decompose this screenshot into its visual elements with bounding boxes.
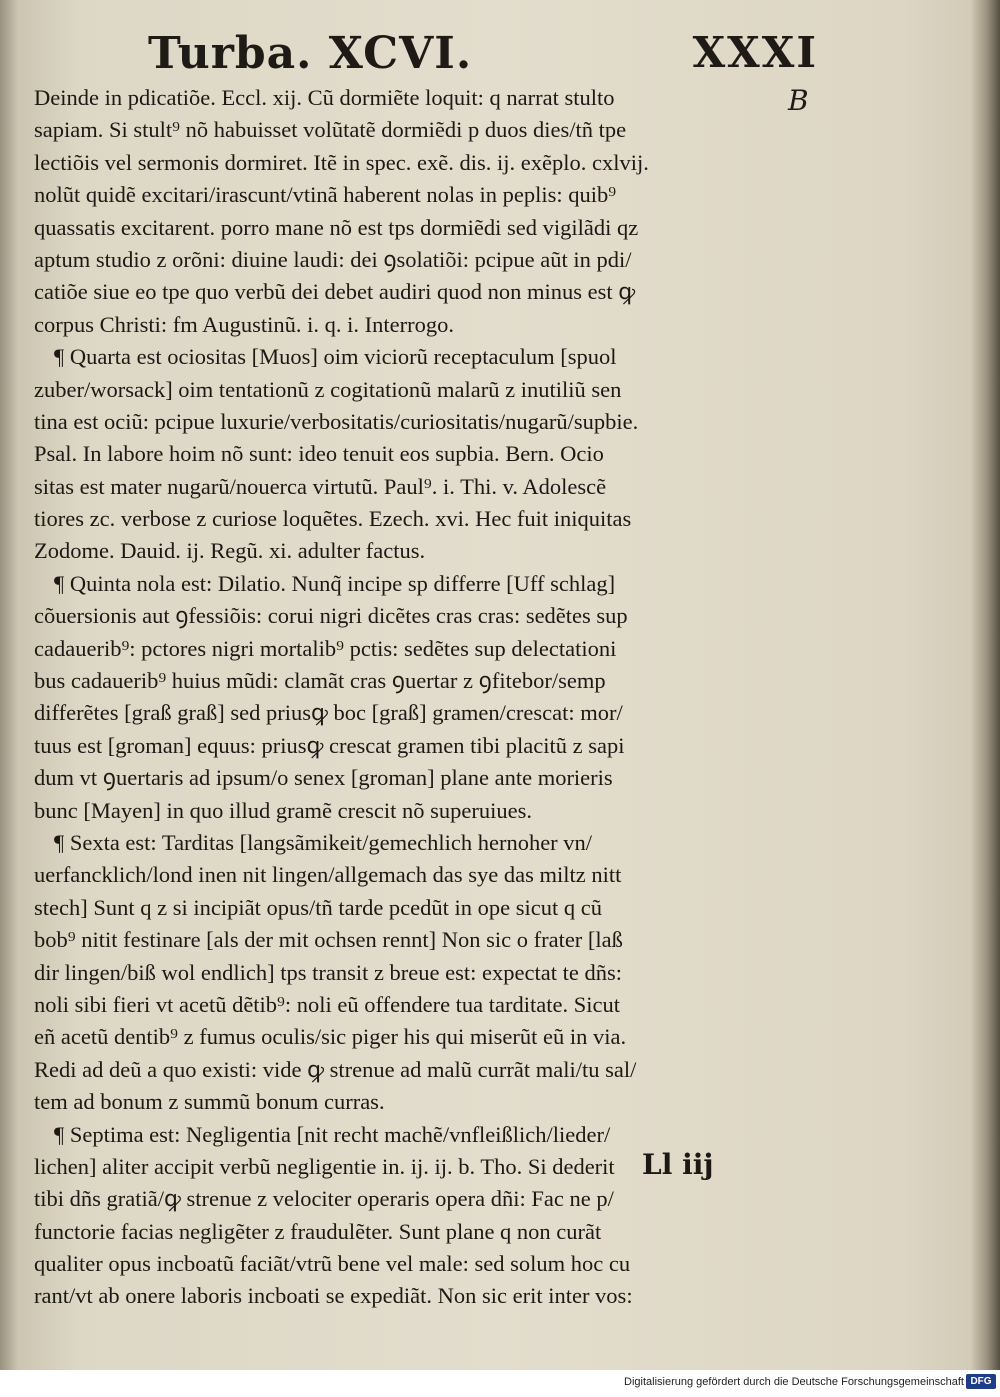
- text-line: ¶ Sexta est: Tarditas [langsãmikeit/gemechlich hernoher vn/: [54, 829, 593, 855]
- text-line: tiores zc. verbose z curiose loquẽtes. Ezech. xvi. Hec fuit iniquitas: [34, 506, 632, 532]
- folio-number: XXXI: [692, 28, 818, 77]
- text-line: ¶ Septima est: Negligentia [nit recht machẽ/vnfleißlich/lieder/: [54, 1121, 611, 1147]
- footer-credit: Digitalisierung gefördert durch die Deutsche Forschungsgemeinschaft: [624, 1376, 964, 1388]
- text-line: Zodome. Dauid. ij. Regũ. xi. adulter factus.: [34, 538, 426, 564]
- running-head: [148, 28, 818, 88]
- text-line: lichen] aliter accipit verbũ negligentie in. ij. ij. b. Tho. Si dederit: [34, 1153, 615, 1179]
- text-line: uerfancklich/lond inen nit lingen/allgemach das sye das miltz nitt: [34, 862, 622, 888]
- text-line: ¶ Quinta nola est: Dilatio. Nunq̃ incipe sp differre [Uff schlag]: [54, 570, 616, 596]
- text-line: nolũt quidẽ excitari/irascunt/vtinã haberent nolas in peplis: quib⁹: [34, 182, 617, 208]
- text-line: corpus Christi: fm Augustinũ. i. q. i. Interrogo.: [34, 311, 454, 337]
- text-line: bus cadauerib⁹ huius mũdi: clamãt cras ꝯuertar z ꝯfitebor/semp: [34, 668, 606, 694]
- text-line: tina est ociũ: pcipue luxurie/verbositatis/curiositatis/nugarũ/supbie.: [34, 408, 639, 434]
- text-line: Redi ad deũ a quo existi: vide ꝙ strenue ad malũ currãt mali/tu sal/: [34, 1056, 637, 1082]
- text-line: eñ acetũ dentib⁹ z fumus oculis/sic piger his qui miserũt eũ in via.: [34, 1024, 627, 1050]
- text-line: rant/vt ab onere laboris incboati se expediãt. Non sic erit inter vos:: [34, 1283, 633, 1309]
- text-line: aptum studio z orõni: diuine laudi: dei ꝯsolatiõi: pcipue aũt in pdi/: [34, 246, 632, 272]
- text-line: lectiõis vel sermonis dormiret. Itẽ in spec. exẽ. dis. ij. exẽplo. cxlvij.: [34, 149, 649, 175]
- signature-mark: Ll iij: [642, 1148, 714, 1181]
- text-line: bunc [Mayen] in quo illud gramẽ crescit nõ superuiues.: [34, 797, 532, 823]
- text-line: cadauerib⁹: pctores nigri mortalib⁹ pctis: sedẽtes sup delectationi: [34, 635, 617, 661]
- text-line: stech] Sunt q z si incipiãt opus/tñ tarde pcedũt in ope sicut q cũ: [34, 894, 603, 920]
- body-text: [34, 82, 774, 1313]
- text-line: quassatis excitarent. porro mane nõ est tps dormiẽdi sed vigilãdi qz: [34, 214, 639, 240]
- dfg-logo: DFG: [966, 1374, 996, 1389]
- text-line: ¶ Quarta est ociositas [Muos] oim viciorũ receptaculum [spuol: [54, 344, 617, 370]
- text-line: sitas est mater nugarũ/nouerca virtutũ. Paul⁹. i. Thi. v. Adolescẽ: [34, 473, 607, 499]
- book-page: [18, 0, 980, 1370]
- text-line: tibi dñs gratiã/ꝙ strenue z velociter operaris opera dñi: Fac ne p/: [34, 1186, 614, 1212]
- text-line: Psal. In labore hoim nõ sunt: ideo tenuit eos supbia. Bern. Ocio: [34, 441, 604, 467]
- text-line: dum vt ꝯuertaris ad ipsum/o senex [groman] plane ante morieris: [34, 765, 613, 791]
- text-line: qualiter opus incboatũ faciãt/vtrũ bene vel male: sed solum hoc cu: [34, 1251, 631, 1277]
- text-line: tem ad bonum z summũ bonum curras.: [34, 1089, 385, 1115]
- text-line: zuber/worsack] oim tentationũ z cogitationũ malarũ z inutiliũ sen: [34, 376, 622, 402]
- text-line: noli sibi fieri vt acetũ dẽtib⁹: noli eũ offendere tua tarditate. Sicut: [34, 991, 620, 1017]
- running-head-title: Turba. XCVI.: [148, 28, 473, 79]
- text-line: Deinde in pdicatiõe. Eccl. xij. Cũ dormiẽte loquit: q narrat stulto: [34, 85, 615, 110]
- text-line: dir lingen/biß wol endlich] tps transit z breue est: expectat te dñs:: [34, 959, 622, 985]
- text-line: differẽtes [graß graß] sed priusꝙ boc [graß] gramen/crescat: mor/: [34, 700, 623, 726]
- text-line: tuus est [groman] equus: priusꝙ crescat gramen tibi placitũ z sapi: [34, 732, 625, 758]
- text-line: bob⁹ nitit festinare [als der mit ochsen rennt] Non sic o frater [laß: [34, 927, 623, 953]
- text-line: functorie facias negligẽter z fraudulẽter. Sunt plane q non curãt: [34, 1218, 602, 1244]
- margin-letter: B: [788, 84, 809, 117]
- left-page-shadow: [0, 0, 18, 1370]
- text-line: cõuersionis aut ꝯfessiõis: corui nigri dicẽtes cras cras: sedẽtes sup: [34, 603, 628, 629]
- text-line: sapiam. Si stult⁹ nõ habuisset volũtatẽ dormiẽdi p duos dies/tñ tpe: [34, 117, 627, 143]
- text-line: catiõe siue eo tpe quo verbũ dei debet audiri quod non minus est ꝙ: [34, 279, 636, 305]
- right-binding-shadow: [970, 0, 1000, 1370]
